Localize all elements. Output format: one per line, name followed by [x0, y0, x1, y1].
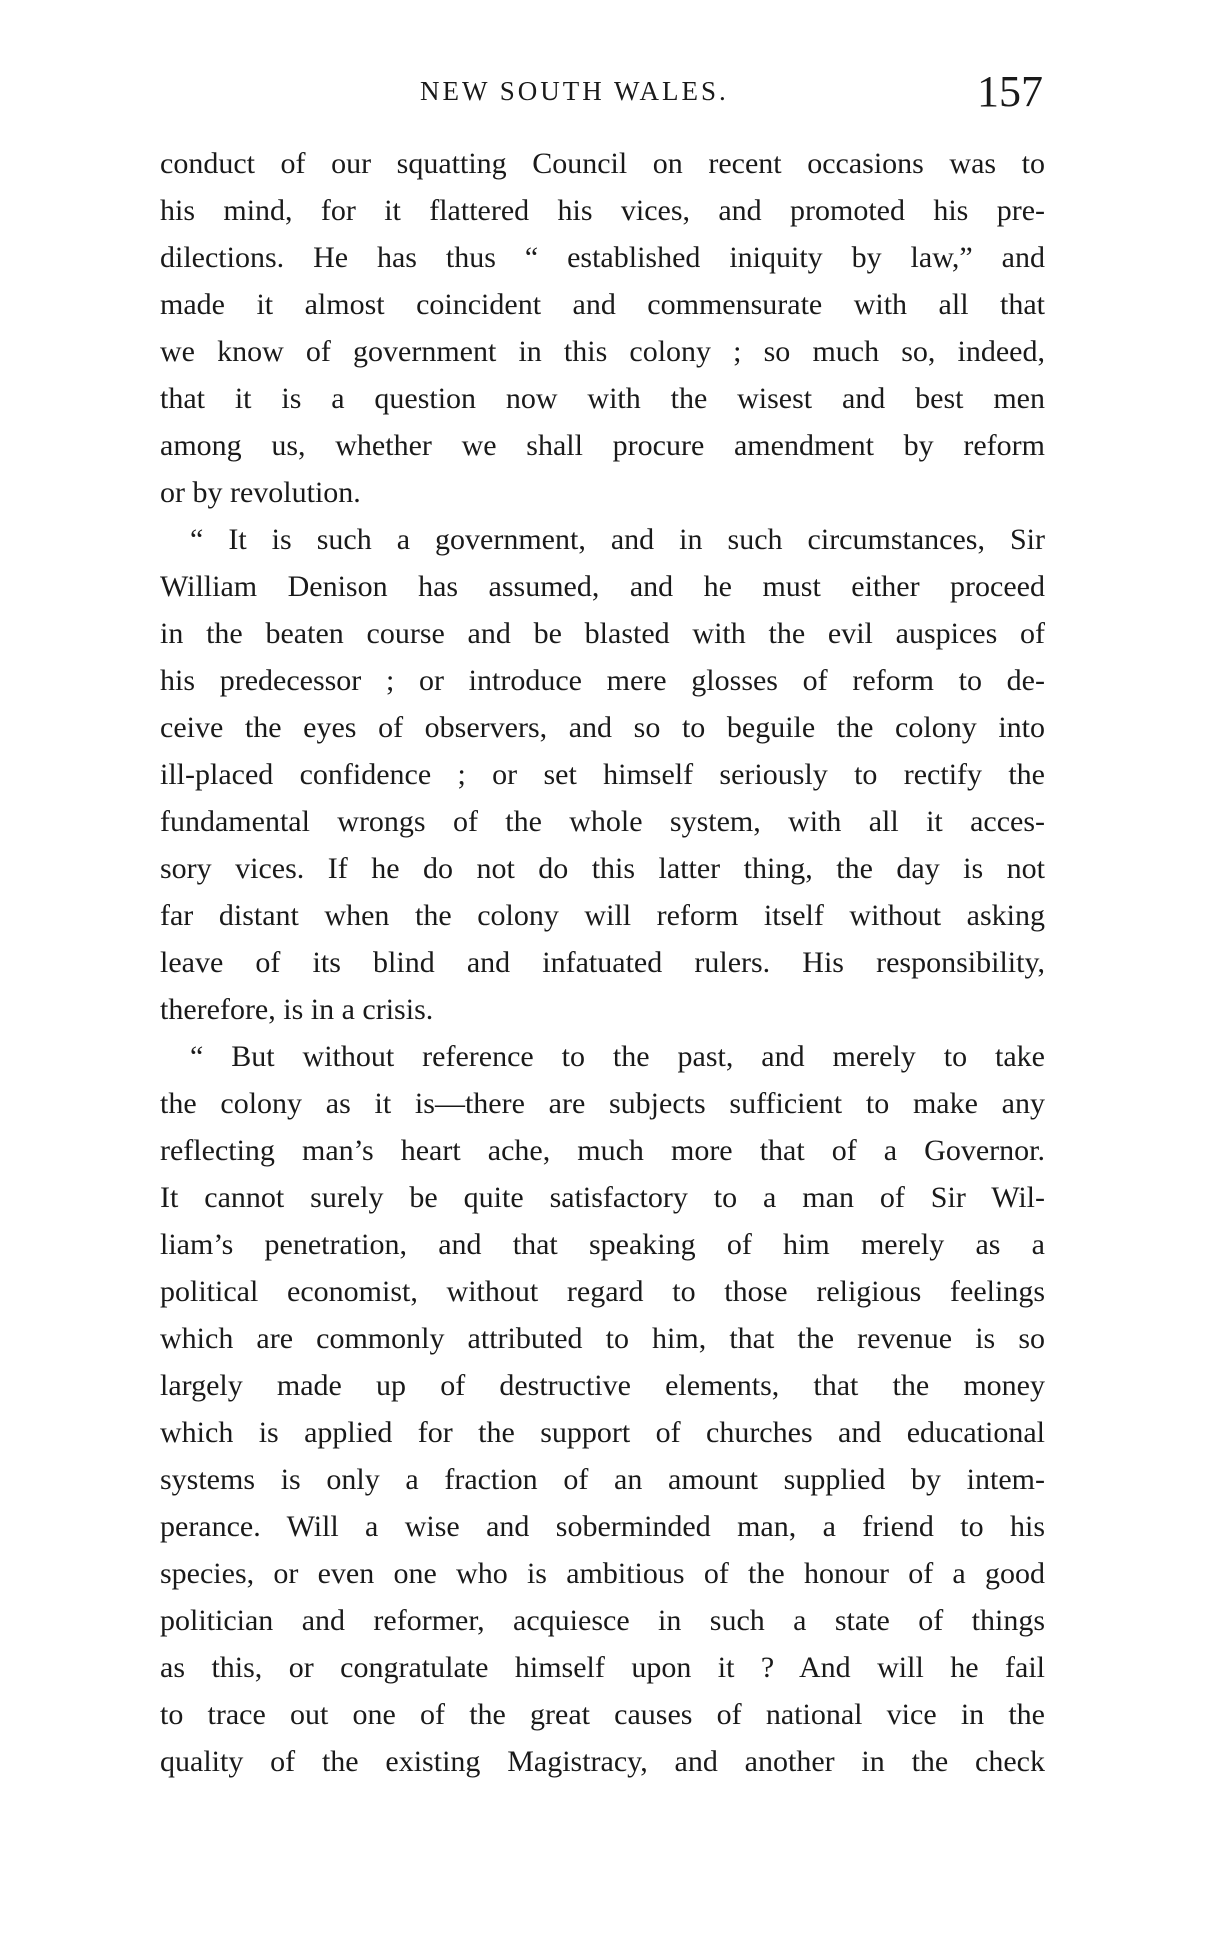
text-line: ceive the eyes of observers, and so to beguile the colony into: [160, 711, 1045, 744]
text-line: or by revolution.: [160, 476, 361, 509]
text-line: therefore, is in a crisis.: [160, 993, 434, 1026]
text-line: we know of government in this colony ; so much so, indeed,: [160, 335, 1045, 368]
text-line: that it is a question now with the wisest and best men: [160, 382, 1045, 415]
text-line: ill-placed confidence ; or set himself seriously to rectify the: [160, 758, 1045, 791]
text-line: in the beaten course and be blasted with the evil auspices of: [160, 617, 1045, 650]
text-line: dilections. He has thus “ established iniquity by law,” and: [160, 241, 1045, 274]
text-line: his predecessor ; or introduce mere glosses of reform to de-: [160, 664, 1045, 697]
text-line: conduct of our squatting Council on recent occasions was to: [160, 147, 1045, 180]
text-line: It cannot surely be quite satisfactory to a man of Sir Wil-: [160, 1181, 1045, 1214]
text-line: “ It is such a government, and in such circumstances, Sir: [190, 523, 1045, 556]
text-line: perance. Will a wise and soberminded man, a friend to his: [160, 1510, 1045, 1543]
text-line: systems is only a fraction of an amount supplied by intem-: [160, 1463, 1045, 1496]
text-line: made it almost coincident and commensurate with all that: [160, 288, 1045, 321]
text-line: among us, whether we shall procure amendment by reform: [160, 429, 1045, 462]
text-line: reflecting man’s heart ache, much more that of a Governor.: [160, 1134, 1045, 1167]
text-line: the colony as it is—there are subjects sufficient to make any: [160, 1087, 1045, 1120]
body-text: [160, 140, 1045, 1785]
text-line: politician and reformer, acquiesce in such a state of things: [160, 1604, 1045, 1637]
text-line: to trace out one of the great causes of national vice in the: [160, 1698, 1045, 1731]
text-line: far distant when the colony will reform itself without asking: [160, 899, 1045, 932]
text-line: sory vices. If he do not do this latter thing, the day is not: [160, 852, 1045, 885]
page-number: 157: [977, 67, 1043, 116]
text-line: as this, or congratulate himself upon it ? And will he fail: [160, 1651, 1045, 1684]
text-line: “ But without reference to the past, and merely to take: [190, 1040, 1045, 1073]
text-line: which are commonly attributed to him, that the revenue is so: [160, 1322, 1045, 1355]
text-line: fundamental wrongs of the whole system, with all it acces-: [160, 805, 1045, 838]
running-title: NEW SOUTH WALES.: [420, 76, 729, 106]
text-line: species, or even one who is ambitious of the honour of a good: [160, 1557, 1045, 1590]
text-line: William Denison has assumed, and he must either proceed: [160, 570, 1045, 603]
text-line: liam’s penetration, and that speaking of him merely as a: [160, 1228, 1045, 1261]
running-head: [160, 66, 1055, 126]
text-line: his mind, for it flattered his vices, and promoted his pre-: [160, 194, 1045, 227]
text-line: largely made up of destructive elements, that the money: [160, 1369, 1045, 1402]
text-line: quality of the existing Magistracy, and another in the check: [160, 1745, 1045, 1778]
text-line: leave of its blind and infatuated rulers. His responsibility,: [160, 946, 1045, 979]
text-line: which is applied for the support of churches and educational: [160, 1416, 1045, 1449]
text-line: political economist, without regard to those religious feelings: [160, 1275, 1045, 1308]
